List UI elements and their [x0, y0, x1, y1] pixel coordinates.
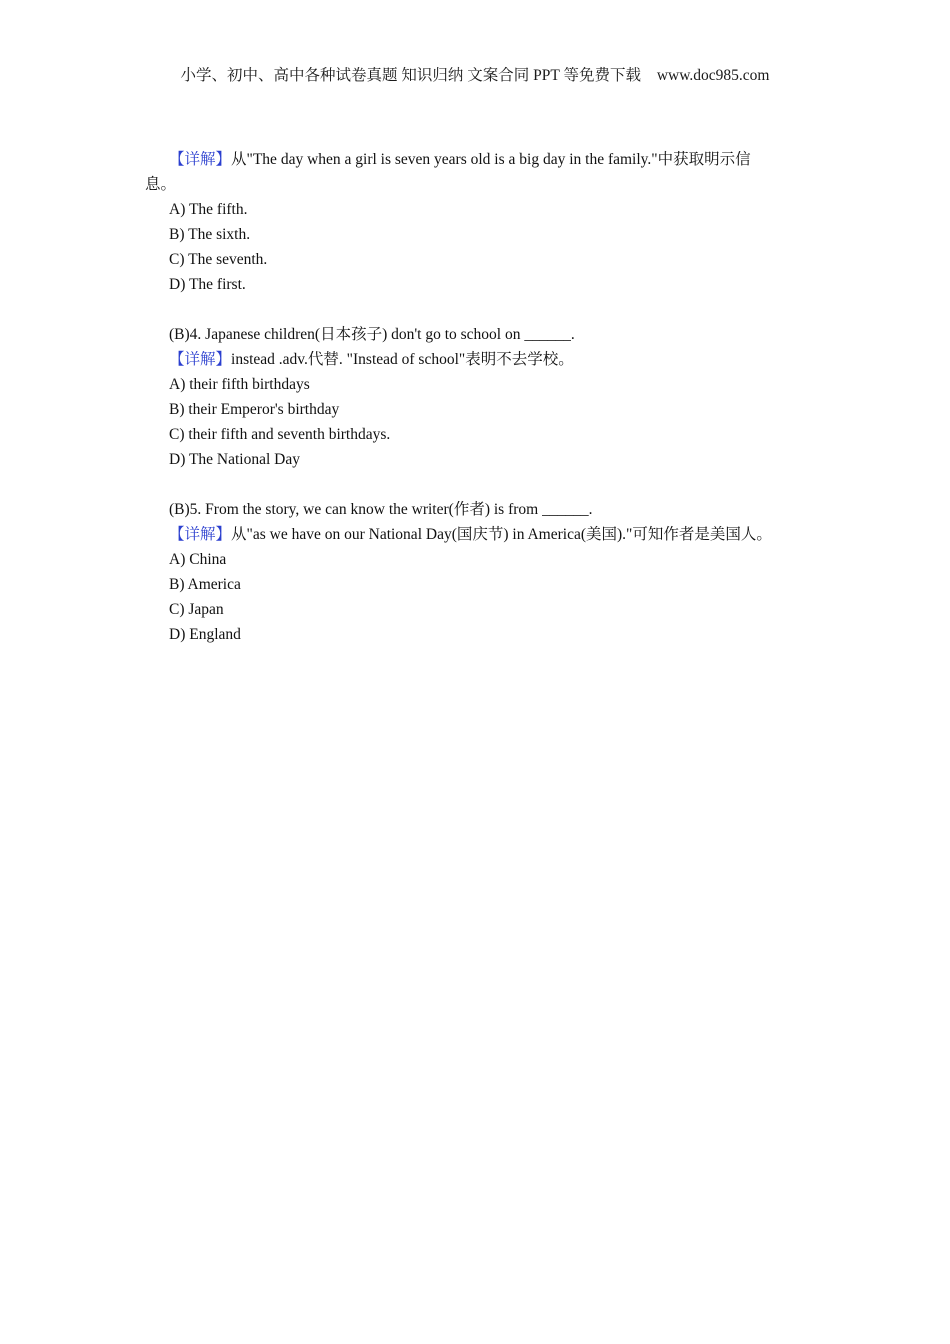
detail-line: [145, 147, 810, 172]
question-block-5: [145, 497, 810, 647]
detail-line: [145, 522, 810, 547]
option-d: D) England: [169, 626, 241, 643]
detail-text-continued: 息。: [145, 176, 177, 193]
page-header: [0, 66, 950, 86]
detail-text: 从"The day when a girl is seven years old is a big day in the family."中获取明示信: [231, 151, 751, 168]
option-c: C) The seventh.: [169, 251, 268, 268]
question-block-4: [145, 322, 810, 472]
option-b: B) America: [169, 576, 241, 593]
option-d: D) The first.: [169, 276, 246, 293]
detail-tag: 【详解】: [169, 351, 232, 368]
detail-text: 从"as we have on our National Day(国庆节) in America(美国)."可知作者是美国人。: [231, 526, 772, 543]
option-a: A) The fifth.: [169, 201, 248, 218]
header-text: 小学、初中、高中各种试卷真题 知识归纳 文案合同 PPT 等免费下载: [180, 67, 641, 84]
detail-tag: 【详解】: [169, 526, 232, 543]
detail-line-continued: [145, 172, 810, 197]
detail-text: instead .adv.代替. "Instead of school"表明不去学校。: [231, 351, 574, 368]
question-text: (B)5. From the story, we can know the writer(作者) is from ______.: [169, 501, 593, 518]
option-b: B) their Emperor's birthday: [169, 401, 340, 418]
option-c: C) Japan: [169, 601, 224, 618]
spacer: [145, 297, 810, 322]
header-site-link[interactable]: www.doc985.com: [656, 67, 770, 84]
option-a: A) their fifth birthdays: [169, 376, 310, 393]
detail-tag: 【详解】: [169, 151, 232, 168]
question-block-3: [145, 147, 810, 297]
spacer: [145, 472, 810, 497]
option-c: C) their fifth and seventh birthdays.: [169, 426, 391, 443]
option-d: D) The National Day: [169, 451, 300, 468]
detail-line: [145, 347, 810, 372]
document-body: [145, 147, 810, 647]
question-text: (B)4. Japanese children(日本孩子) don't go to school on ______.: [169, 326, 575, 343]
option-b: B) The sixth.: [169, 226, 251, 243]
option-a: A) China: [169, 551, 227, 568]
